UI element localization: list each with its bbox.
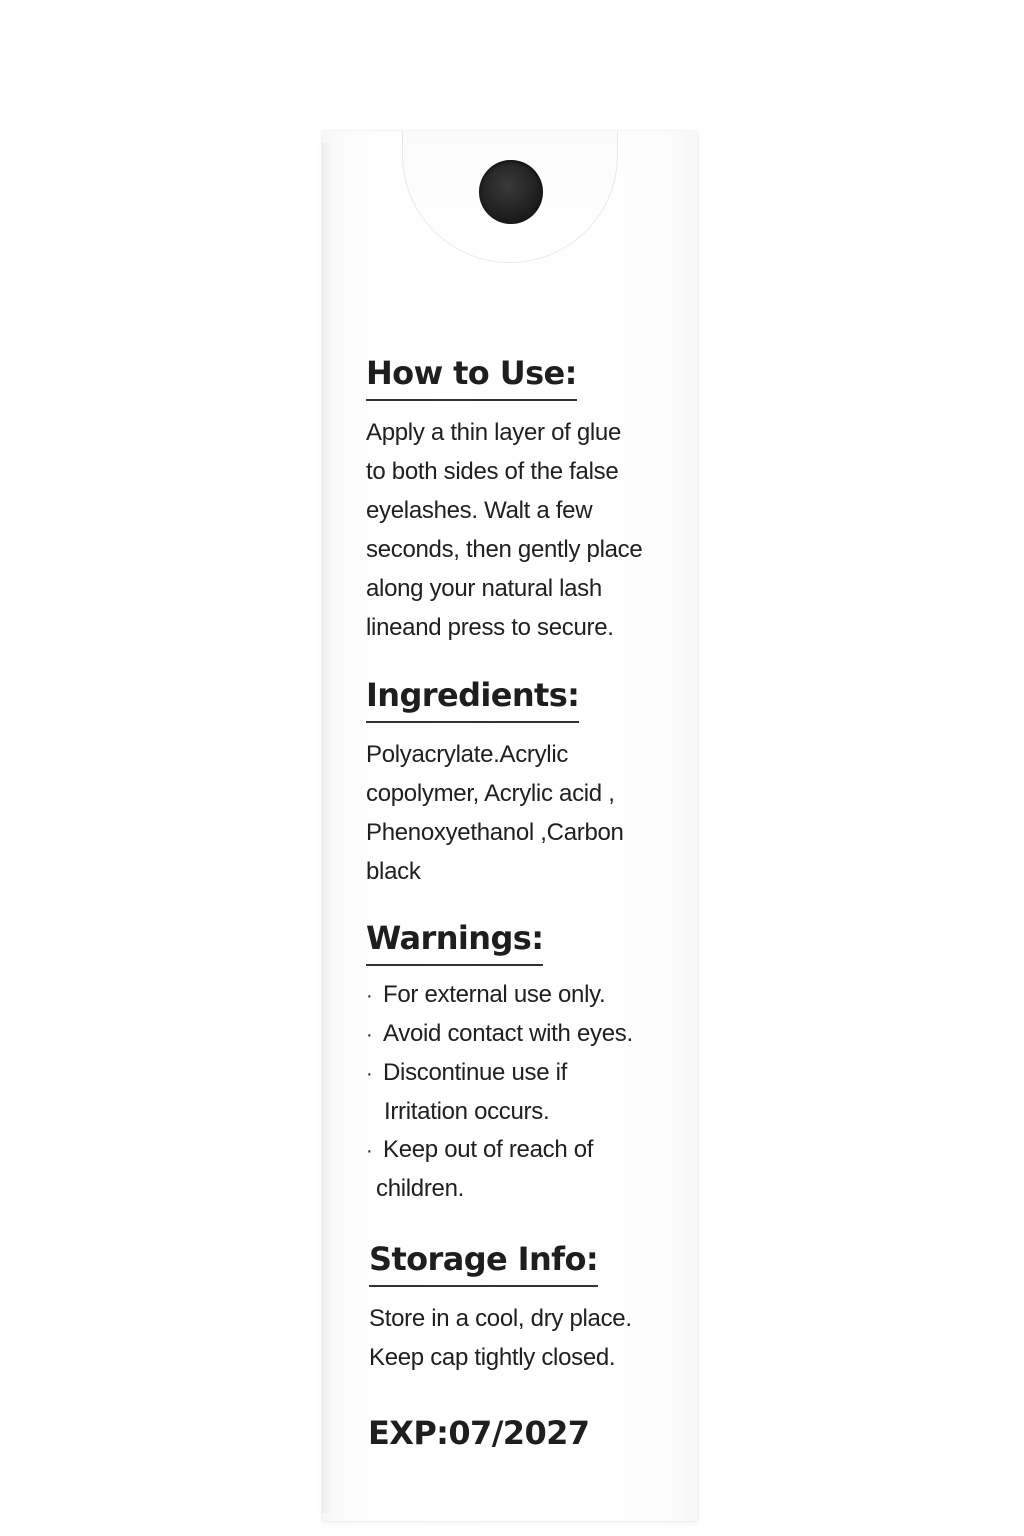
hang-hole [479,160,543,224]
expiry-date: EXP:07/2027 [368,1414,590,1452]
warning-text: For external use only. [383,981,606,1008]
warning-text-continued: Irritation occurs. [384,1098,550,1125]
storage-line: Store in a cool, dry place. [369,1305,632,1332]
ingredients-line: Phenoxyethanol ,Carbon [366,819,624,846]
warning-text: Keep out of reach of [383,1136,594,1163]
warning-text-continued: children. [376,1175,465,1202]
bullet-icon: · [366,985,373,1007]
storage-heading: Storage Info: [369,1239,598,1287]
how-to-use-line: seconds, then gently place [366,536,643,563]
warning-item [366,1131,696,1208]
warning-item [366,976,696,1015]
ingredients-section [366,675,696,891]
ingredients-line: copolymer, Acrylic acid , [366,780,615,807]
box-side-edge [322,143,330,1513]
warning-item [366,1015,696,1054]
storage-section [369,1239,699,1377]
ingredients-text [366,735,696,891]
warnings-section [366,918,696,1208]
warnings-heading: Warnings: [366,918,543,966]
how-to-use-text [366,413,696,647]
bullet-icon: · [366,1063,373,1085]
how-to-use-section [366,353,696,647]
how-to-use-heading: How to Use: [366,353,577,401]
warning-text: Discontinue use if [383,1059,568,1086]
ingredients-heading: Ingredients: [366,675,579,723]
storage-text [369,1299,699,1377]
warning-text: Avoid contact with eyes. [383,1020,633,1047]
how-to-use-line: to both sides of the false [366,458,619,485]
product-box-back-panel [322,131,698,1521]
ingredients-line: Polyacrylate.Acrylic [366,741,569,768]
bullet-icon: · [366,1024,373,1046]
warning-item [366,1054,696,1131]
storage-line: Keep cap tightly closed. [369,1344,616,1371]
how-to-use-line: Apply a thin layer of glue [366,419,622,446]
ingredients-line: black [366,858,421,885]
warnings-list [366,976,696,1208]
how-to-use-line: eyelashes. Walt a few [366,497,593,524]
how-to-use-line: along your natural lash [366,575,602,602]
bullet-icon: · [366,1140,373,1162]
how-to-use-line: lineand press to secure. [366,614,614,641]
